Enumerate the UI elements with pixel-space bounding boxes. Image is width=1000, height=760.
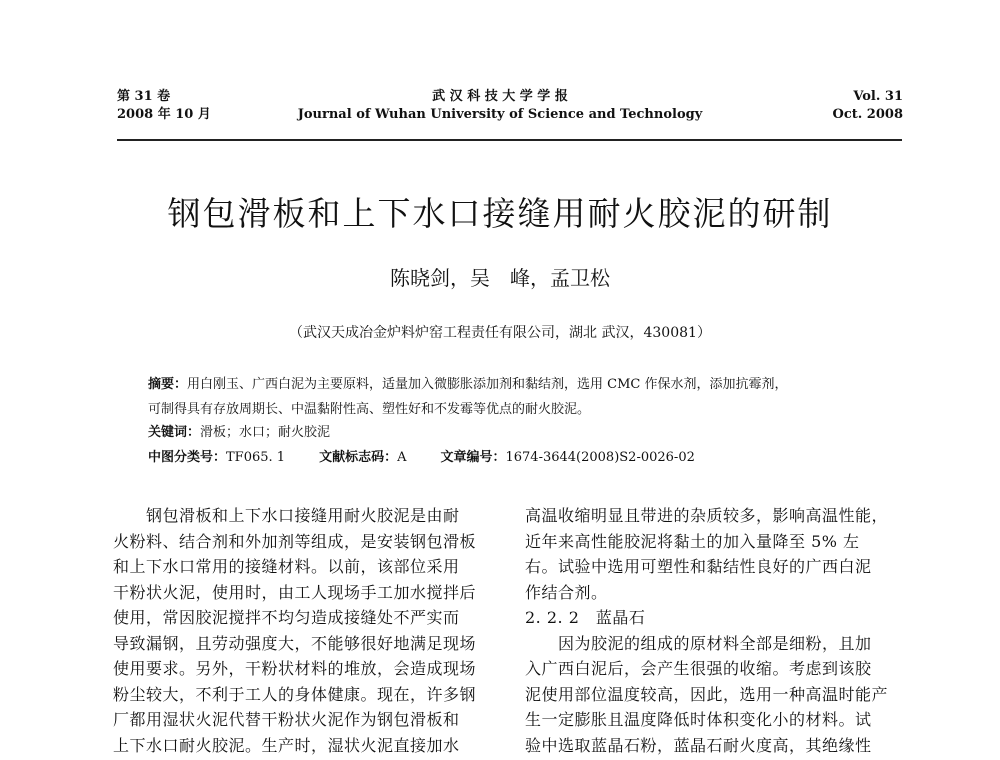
journal-name-cn: 武 汉 科 技 大 学 学 报 [432,89,568,104]
body-line: 和上下水口常用的接缝材料。以前，该部位采用 [113,557,460,576]
clc-number: TF065. 1 [226,450,286,465]
date-en: Oct. 2008 [832,107,903,122]
body-line: 钢包滑板和上下水口接缝用耐火胶泥是由耐 [113,506,460,525]
header-rule [117,139,902,141]
body-column-right [525,503,901,758]
keywords-line [148,424,330,442]
body-line: 使用要求。另外，干粉状材料的堆放，会造成现场 [113,659,477,678]
article-no: 1674-3644(2008)S2-0026-02 [505,450,695,465]
classification-line [148,449,695,467]
article-no-label: 文章编号： [440,450,506,465]
doc-code-label: 文献标志码： [319,450,398,465]
body-line: 右。试验中选用可塑性和黏结性良好的广西白泥 [525,557,872,576]
keywords-label: 关键词： [148,425,201,440]
abstract-line-1 [148,376,788,394]
abstract-label: 摘要： [148,377,188,392]
body-line: 近年来高性能胶泥将黏土的加入量降至 5% 左 [525,531,860,551]
body-line: 火粉料、结合剂和外加剂等组成，是安装钢包滑板 [113,531,477,551]
authors: 陈晓剑，吴 峰，孟卫松 [390,266,610,290]
keywords: 滑板；水口；耐火胶泥 [200,425,331,440]
clc-label: 中图分类号： [148,450,227,465]
journal-name-en: Journal of Wuhan University of Science and Technology [297,107,703,122]
volume-en: Vol. 31 [853,89,903,104]
date-cn: 2008 年 10 月 [117,107,211,122]
header-volume-date-en [833,88,903,124]
doc-code: A [397,450,407,465]
section-heading: 2. 2. 2 蓝晶石 [525,608,646,627]
body-line: 生一定膨胀且温度降低时体积变化小的材料。试 [525,710,872,729]
body-line: 作结合剂。 [525,582,608,602]
body-line: 上下水口耐火胶泥。生产时，湿状火泥直接加水 [113,735,460,755]
volume-cn: 第 31 卷 [117,89,171,104]
abstract-line-2 [148,401,590,419]
body-line: 因为胶泥的组成的原材料全部是细粉，且加 [525,633,872,653]
body-line: 导致漏钢，且劳动强度大，不能够很好地满足现场 [113,633,477,653]
body-line: 入广西白泥后，会产生很强的收缩。考虑到该胶 [525,659,872,678]
body-line: 验中选取蓝晶石粉，蓝晶石耐火度高，其绝缘性 [525,735,872,755]
abstract-text-1: 用白刚玉、广西白泥为主要原料，适量加入微膨胀添加剂和黏结剂，选用 CMC 作保水剂，添加抗霉剂， [187,377,788,392]
body-line: 高温收缩明显且带进的杂质较多，影响高温性能， [525,506,889,525]
body-column-left [113,503,489,758]
paper-title: 钢包滑板和上下水口接缝用耐火胶泥的研制 [167,194,833,233]
body-line: 粉尘较大，不利于工人的身体健康。现在，许多钢 [113,684,477,704]
body-line: 干粉状火泥，使用时，由工人现场手工加水搅拌后 [113,582,477,602]
body-line: 泥使用部位温度较高，因此，选用一种高温时能产 [525,684,889,704]
body-line: 使用，常因胶泥搅拌不均匀造成接缝处不严实而 [113,608,460,627]
affiliation: （武汉天成冶金炉料炉窑工程责任有限公司，湖北 武汉，430081） [289,325,711,341]
abstract-text-2: 可制得具有存放周期长、中温黏附性高、塑性好和不发霉等优点的耐火胶泥。 [148,402,591,417]
body-line: 厂都用湿状火泥代替干粉状火泥作为钢包滑板和 [113,710,460,729]
